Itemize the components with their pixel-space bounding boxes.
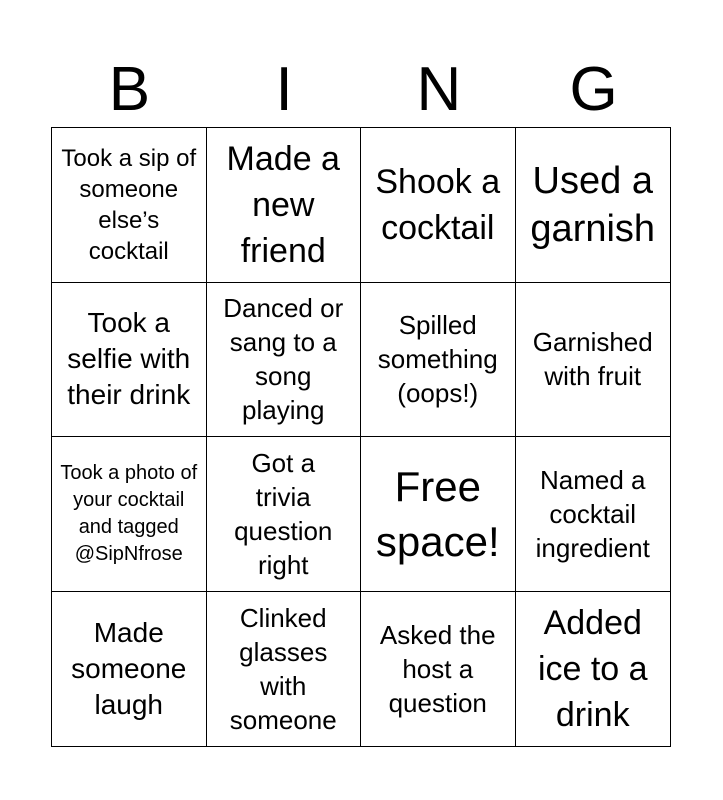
bingo-cell-3-2[interactable] — [207, 437, 362, 592]
bingo-cell-3-4[interactable] — [516, 437, 671, 592]
header-letter-g: G — [569, 55, 618, 124]
bingo-header — [52, 52, 671, 128]
cell-text: Made a new friend — [226, 139, 340, 270]
cell-text: Named a cocktail ingredient — [535, 464, 650, 563]
bingo-cell-1-2[interactable] — [207, 128, 362, 283]
cell-text: Free space! — [375, 462, 500, 565]
cell-text: Added ice to a drink — [537, 603, 648, 734]
bingo-card-grid — [51, 127, 671, 747]
bingo-cell-2-1[interactable] — [52, 283, 207, 438]
bingo-cell-4-1[interactable] — [52, 592, 207, 747]
cell-text: Garnished with fruit — [532, 327, 653, 392]
cell-text: Got a trivia question right — [234, 447, 333, 580]
bingo-cell-2-3[interactable] — [361, 283, 516, 438]
bingo-cell-1-1[interactable] — [52, 128, 207, 283]
cell-text: Spilled something (oops!) — [377, 310, 498, 409]
cell-text: Made someone laugh — [71, 616, 187, 720]
cell-text: Took a selfie with their drink — [67, 307, 191, 411]
header-letter-b: B — [108, 55, 151, 124]
bingo-cell-4-2[interactable] — [207, 592, 362, 747]
bingo-cell-1-3[interactable] — [361, 128, 516, 283]
header-letter-i: I — [275, 55, 293, 124]
cell-text: Clinked glasses with someone — [229, 602, 337, 735]
bingo-cell-2-4[interactable] — [516, 283, 671, 438]
cell-text: Shook a cocktail — [375, 162, 501, 247]
cell-text: Took a photo of your cocktail and tagged @SipNfrose — [60, 461, 198, 565]
bingo-cell-3-3-free-space — [361, 437, 516, 592]
cell-text: Used a garnish — [530, 159, 656, 250]
cell-text: Took a sip of someone else’s cocktail — [61, 144, 197, 265]
bingo-cell-4-4[interactable] — [516, 592, 671, 747]
bingo-cell-2-2[interactable] — [207, 283, 362, 438]
bingo-cell-1-4[interactable] — [516, 128, 671, 283]
cell-text: Asked the host a question — [379, 619, 496, 718]
bingo-cell-3-1[interactable] — [52, 437, 207, 592]
cell-text: Danced or sang to a song playing — [223, 293, 344, 426]
header-letter-n: N — [416, 55, 462, 124]
bingo-cell-4-3[interactable] — [361, 592, 516, 747]
